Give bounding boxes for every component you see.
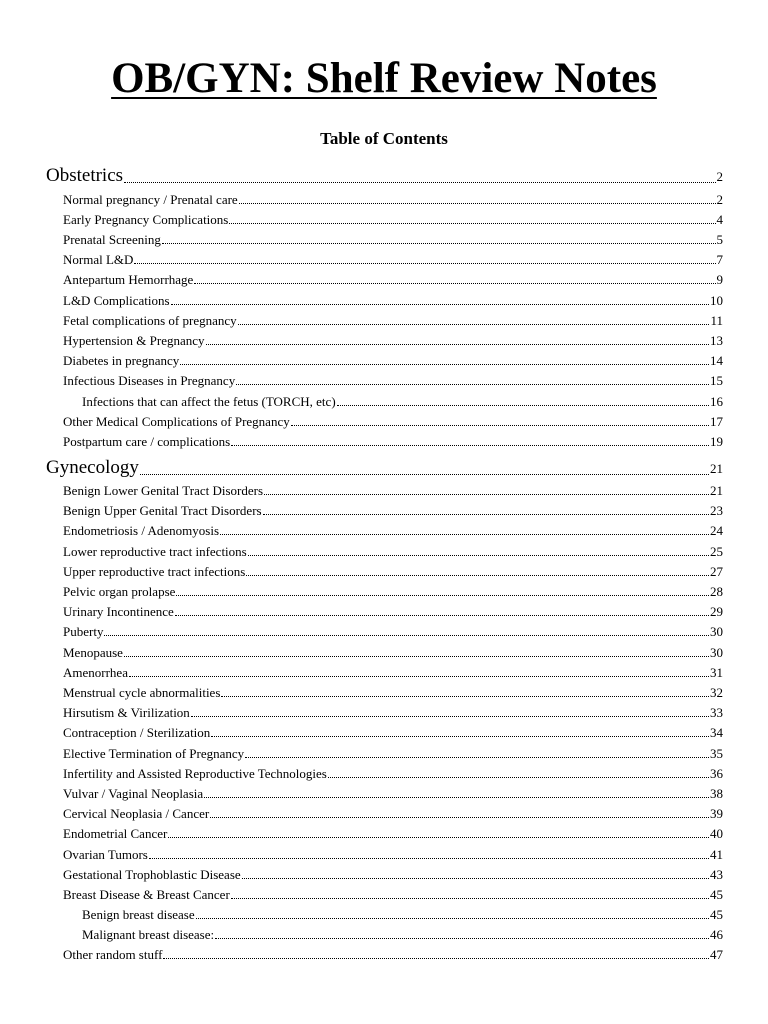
toc-entry[interactable]: [63, 746, 723, 762]
toc-entry[interactable]: [63, 826, 723, 842]
toc-entry-title: Cervical Neoplasia / Cancer: [63, 806, 210, 821]
dot-leader: [264, 493, 709, 495]
toc-entry-title: Gestational Trophoblastic Disease: [63, 867, 241, 882]
dot-leader: [211, 735, 709, 737]
toc-entry[interactable]: [63, 604, 723, 620]
toc-entry-page-number: 39: [710, 806, 723, 821]
toc-entry-page-number: 45: [710, 907, 723, 922]
toc-entry[interactable]: [63, 645, 723, 661]
dot-leader: [176, 594, 709, 596]
toc-entry[interactable]: [63, 483, 723, 499]
toc-entry-title: Early Pregnancy Complications: [63, 212, 229, 227]
toc-entry-title: Pelvic organ prolapse: [63, 584, 176, 599]
toc-entry[interactable]: [63, 503, 723, 519]
toc-entry-page-number: 47: [710, 947, 723, 962]
toc-entry-page-number: 29: [710, 604, 723, 619]
toc-entry-page-number: 43: [710, 867, 723, 882]
toc-entry-page-number: 31: [710, 665, 723, 680]
toc-section-entry[interactable]: [46, 165, 723, 188]
toc-entry[interactable]: [63, 192, 723, 208]
toc-entry-page-number: 25: [710, 544, 723, 559]
toc-entry-title: Other Medical Complications of Pregnancy: [63, 414, 290, 429]
toc-entry[interactable]: [63, 786, 723, 802]
toc-entry-title: L&D Complications: [63, 293, 170, 308]
toc-entry[interactable]: [63, 947, 723, 963]
dot-leader: [231, 897, 709, 899]
toc-entry-title: Contraception / Sterilization: [63, 725, 211, 740]
toc-entry-page-number: 21: [710, 461, 723, 476]
toc-entry-title: Vulvar / Vaginal Neoplasia: [63, 786, 204, 801]
toc-entry-title: Endometrial Cancer: [63, 826, 168, 841]
toc-entry-page-number: 17: [710, 414, 723, 429]
toc-entry-page-number: 10: [710, 293, 723, 308]
toc-entry[interactable]: [63, 806, 723, 822]
toc-entry[interactable]: [63, 705, 723, 721]
dot-leader: [337, 404, 709, 406]
toc-entry-page-number: 2: [716, 192, 723, 207]
dot-leader: [291, 424, 709, 426]
toc-entry-page-number: 30: [710, 624, 723, 639]
dot-leader: [140, 473, 709, 475]
toc-entry[interactable]: [63, 766, 723, 782]
toc-heading: Table of Contents: [320, 129, 448, 148]
dot-leader: [245, 756, 709, 758]
toc-entry[interactable]: [63, 867, 723, 883]
toc-entry-title: Benign Lower Genital Tract Disorders: [63, 483, 264, 498]
dot-leader: [238, 323, 710, 325]
dot-leader: [229, 222, 715, 224]
toc-section-entry[interactable]: [46, 457, 723, 480]
toc-entry-title: Prenatal Screening: [63, 232, 161, 247]
toc-entry-page-number: 5: [716, 232, 723, 247]
dot-leader: [220, 533, 709, 535]
toc-entry-title: Normal L&D: [63, 252, 134, 267]
dot-leader: [163, 957, 709, 959]
dot-leader: [194, 282, 715, 284]
toc-entry-title: Obstetrics: [46, 165, 124, 186]
dot-leader: [210, 816, 709, 818]
toc-entry-page-number: 4: [716, 212, 723, 227]
toc-entry-title: Elective Termination of Pregnancy: [63, 746, 245, 761]
dot-leader: [104, 634, 709, 636]
toc-entry-page-number: 2: [716, 169, 723, 184]
toc-entry-page-number: 34: [710, 725, 723, 740]
toc-entry-page-number: 46: [710, 927, 723, 942]
dot-leader: [191, 715, 709, 717]
toc-entry-title: Puberty: [63, 624, 104, 639]
toc-entry[interactable]: [63, 373, 723, 389]
toc-entry-page-number: 14: [710, 353, 723, 368]
toc-entry[interactable]: [63, 252, 723, 268]
toc-entry[interactable]: [63, 293, 723, 309]
dot-leader: [162, 242, 716, 244]
toc-entry-title: Infectious Diseases in Pregnancy: [63, 373, 236, 388]
toc-entry-page-number: 45: [710, 887, 723, 902]
toc-entry-page-number: 27: [710, 564, 723, 579]
toc-entry[interactable]: [63, 544, 723, 560]
toc-entry-page-number: 19: [710, 434, 723, 449]
dot-leader: [124, 655, 709, 657]
toc-entry-title: Fetal complications of pregnancy: [63, 313, 237, 328]
toc-entry-title: Infections that can affect the fetus (TORCH, etc): [82, 394, 336, 409]
dot-leader: [175, 614, 709, 616]
dot-leader: [171, 303, 709, 305]
toc-entry[interactable]: [82, 907, 723, 923]
dot-leader: [206, 343, 709, 345]
toc-entry[interactable]: [63, 564, 723, 580]
toc-entry-page-number: 35: [710, 746, 723, 761]
dot-leader: [239, 202, 716, 204]
toc-entry-page-number: 11: [710, 313, 723, 328]
toc-entry-title: Hirsutism & Virilization: [63, 705, 190, 720]
dot-leader: [328, 776, 709, 778]
toc-entry-title: Ovarian Tumors: [63, 847, 148, 862]
toc-entry-page-number: 32: [710, 685, 723, 700]
dot-leader: [196, 917, 709, 919]
dot-leader: [124, 181, 715, 183]
toc-entry-title: Upper reproductive tract infections: [63, 564, 246, 579]
toc-entry-title: Gynecology: [46, 457, 139, 478]
toc-entry-title: Malignant breast disease:: [82, 927, 215, 942]
toc-entry-title: Antepartum Hemorrhage: [63, 272, 194, 287]
toc-entry-title: Urinary Incontinence: [63, 604, 174, 619]
toc-entry-title: Menstrual cycle abnormalities: [63, 685, 221, 700]
toc-entry-title: Hypertension & Pregnancy: [63, 333, 205, 348]
dot-leader: [180, 363, 709, 365]
toc-entry-page-number: 38: [710, 786, 723, 801]
toc-entry-title: Benign Upper Genital Tract Disorders: [63, 503, 262, 518]
toc-entry-page-number: 40: [710, 826, 723, 841]
dot-leader: [215, 937, 709, 939]
toc-entry[interactable]: [63, 313, 723, 329]
toc-entry-title: Normal pregnancy / Prenatal care: [63, 192, 238, 207]
dot-leader: [263, 513, 709, 515]
toc-entry[interactable]: [82, 927, 723, 943]
toc-entry-title: Other random stuff: [63, 947, 163, 962]
toc-entry-page-number: 33: [710, 705, 723, 720]
dot-leader: [248, 554, 709, 556]
toc-entry-title: Endometriosis / Adenomyosis: [63, 523, 219, 538]
toc-entry[interactable]: [63, 584, 723, 600]
toc-entry-title: Benign breast disease: [82, 907, 195, 922]
toc-entry[interactable]: [63, 272, 723, 288]
document-title: OB/GYN: Shelf Review Notes: [111, 55, 657, 102]
toc-entry-title: Menopause: [63, 645, 123, 660]
dot-leader: [242, 877, 709, 879]
toc-entry[interactable]: [63, 847, 723, 863]
toc-entry-page-number: 36: [710, 766, 723, 781]
toc-entry[interactable]: [63, 434, 723, 450]
toc-entry-title: Infertility and Assisted Reproductive Technologies: [63, 766, 327, 781]
toc-entry[interactable]: [63, 212, 723, 228]
dot-leader: [149, 857, 709, 859]
toc-entry-page-number: 15: [710, 373, 723, 388]
toc-entry-title: Breast Disease & Breast Cancer: [63, 887, 230, 902]
toc-entry-title: Postpartum care / complications: [63, 434, 231, 449]
toc-entry[interactable]: [63, 414, 723, 430]
toc-entry-page-number: 23: [710, 503, 723, 518]
toc-entry[interactable]: [63, 725, 723, 741]
toc-entry[interactable]: [82, 394, 723, 410]
toc-entry-page-number: 24: [710, 523, 723, 538]
toc-entry[interactable]: [63, 624, 723, 640]
dot-leader: [134, 262, 715, 264]
dot-leader: [231, 444, 709, 446]
toc-entry[interactable]: [63, 887, 723, 903]
toc-entry[interactable]: [63, 665, 723, 681]
toc-entry-title: Diabetes in pregnancy: [63, 353, 180, 368]
toc-entry-title: Amenorrhea: [63, 665, 128, 680]
toc-entry[interactable]: [63, 333, 723, 349]
toc-entry-page-number: 13: [710, 333, 723, 348]
dot-leader: [204, 796, 709, 798]
dot-leader: [221, 695, 709, 697]
dot-leader: [246, 574, 709, 576]
toc-entry-page-number: 41: [710, 847, 723, 862]
toc-entry-page-number: 9: [716, 272, 723, 287]
dot-leader: [129, 675, 709, 677]
toc-entry-page-number: 7: [716, 252, 723, 267]
toc-entry[interactable]: [63, 523, 723, 539]
dot-leader: [168, 836, 709, 838]
toc-entry-page-number: 28: [710, 584, 723, 599]
toc-entry-title: Lower reproductive tract infections: [63, 544, 247, 559]
toc-entry[interactable]: [63, 232, 723, 248]
toc-entry-page-number: 30: [710, 645, 723, 660]
toc-entry-page-number: 16: [710, 394, 723, 409]
toc-entry[interactable]: [63, 353, 723, 369]
toc-entry-page-number: 21: [710, 483, 723, 498]
dot-leader: [236, 383, 709, 385]
toc-entry[interactable]: [63, 685, 723, 701]
